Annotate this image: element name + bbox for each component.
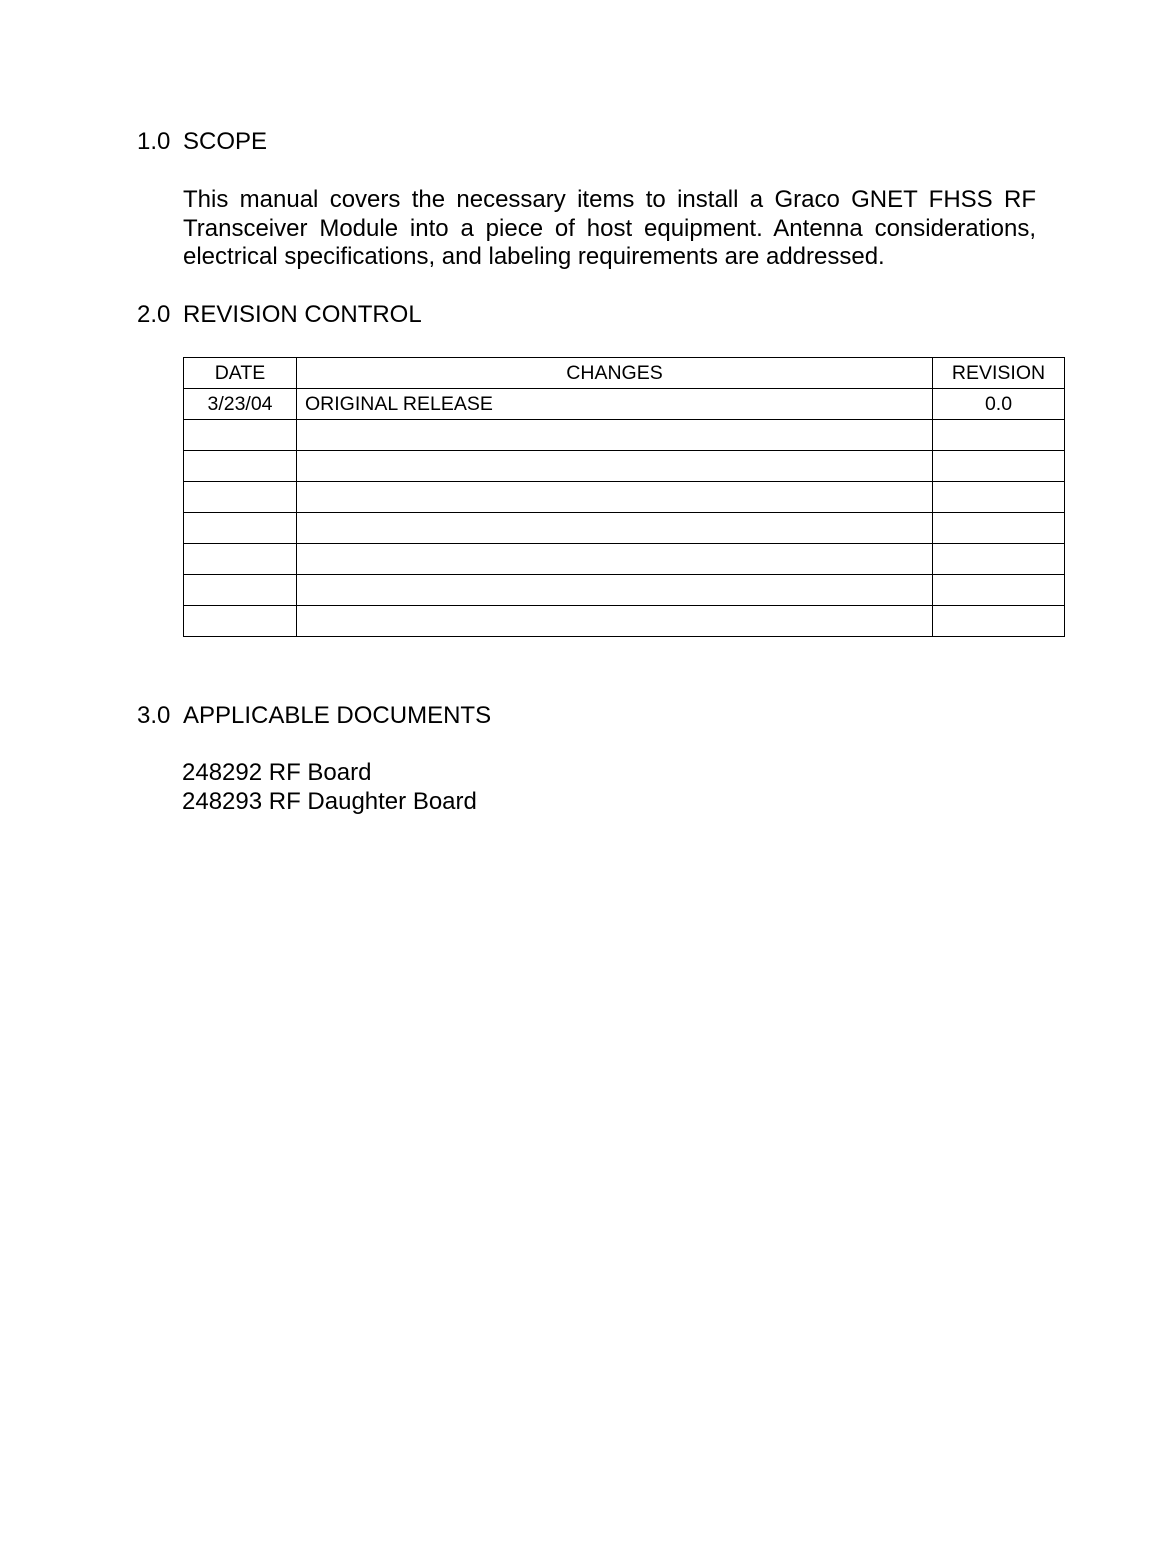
section-heading-scope (137, 128, 267, 156)
column-header-date: DATE (184, 358, 297, 389)
section-number: 1.0 (137, 128, 171, 155)
cell-revision (933, 606, 1065, 637)
applicable-document-item: 248293 RF Daughter Board (182, 788, 477, 815)
section-title: REVISION CONTROL (183, 301, 422, 328)
column-header-revision: REVISION (933, 358, 1065, 389)
table-row (184, 513, 1065, 544)
cell-revision (933, 544, 1065, 575)
section-heading-revision-control (137, 301, 422, 329)
cell-changes (297, 513, 933, 544)
cell-date (184, 606, 297, 637)
table-row (184, 389, 1065, 420)
cell-revision (933, 451, 1065, 482)
section-number: 2.0 (137, 301, 171, 328)
cell-changes (297, 606, 933, 637)
section-title: APPLICABLE DOCUMENTS (183, 702, 492, 729)
table-row (184, 544, 1065, 575)
cell-revision: 0.0 (933, 389, 1065, 420)
section-title: SCOPE (183, 128, 268, 155)
column-header-changes: CHANGES (297, 358, 933, 389)
table-row (184, 606, 1065, 637)
cell-changes (297, 544, 933, 575)
table-row (184, 482, 1065, 513)
table-row (184, 451, 1065, 482)
table-row (184, 420, 1065, 451)
cell-date (184, 513, 297, 544)
cell-revision (933, 575, 1065, 606)
table-row (184, 575, 1065, 606)
section-heading-applicable-documents (137, 702, 491, 730)
cell-revision (933, 482, 1065, 513)
applicable-document-item: 248292 RF Board (182, 759, 372, 786)
cell-date: 3/23/04 (184, 389, 297, 420)
cell-date (184, 575, 297, 606)
table-header-row (184, 358, 1065, 389)
revision-table (183, 357, 1065, 637)
section-number: 3.0 (137, 702, 171, 729)
cell-changes (297, 451, 933, 482)
cell-date (184, 544, 297, 575)
cell-changes (297, 420, 933, 451)
cell-date (184, 482, 297, 513)
cell-revision (933, 513, 1065, 544)
cell-date (184, 420, 297, 451)
cell-changes: ORIGINAL RELEASE (297, 389, 933, 420)
scope-paragraph: This manual covers the necessary items to install a Graco GNET FHSS RF Transceiver Module into a piece of host equipment. Antenna considerations, electrical specifications, and labeling requirements are addressed. (183, 186, 1036, 270)
cell-date (184, 451, 297, 482)
cell-changes (297, 482, 933, 513)
cell-changes (297, 575, 933, 606)
cell-revision (933, 420, 1065, 451)
